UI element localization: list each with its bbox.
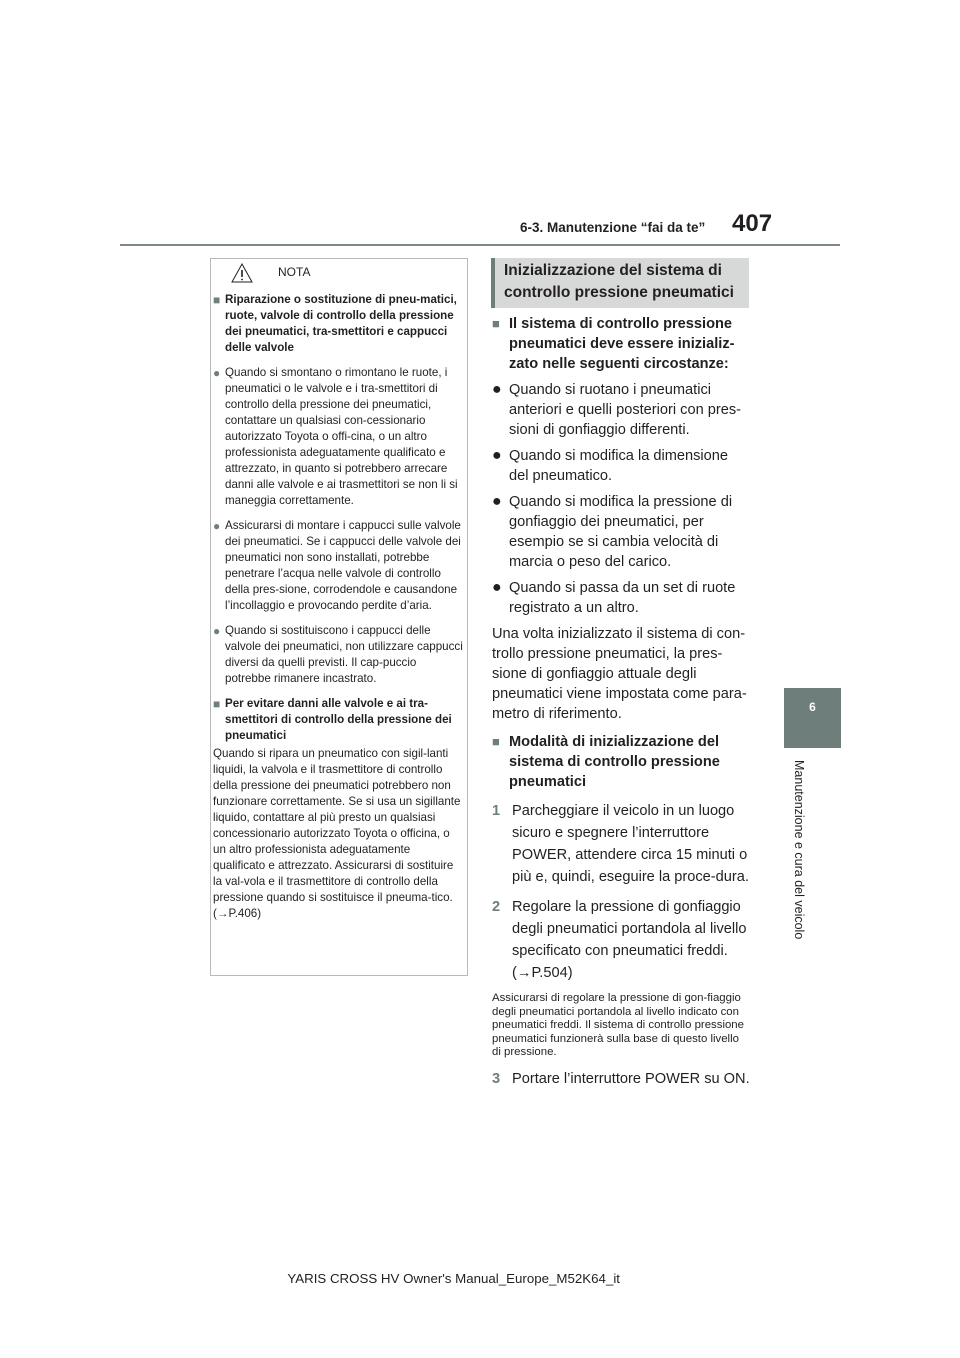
step-text: Regolare la pressione di gonfiaggio degli pneumatici portandola al livello specificato con pneumatici freddi. (→P.504) [512,899,747,981]
step-number: 3 [492,1070,501,1087]
chapter-tab [784,688,841,748]
square-bullet-icon: ■ [492,316,500,331]
step-text: Portare l’interruttore POWER su ON. [512,1070,750,1087]
subheading-when: ■ Il sistema di controllo pressione pneumatici deve essere inizializ-zato nelle seguenti circostanze: [492,316,735,372]
note-label: NOTA [278,265,311,279]
round-bullet-icon: ● [213,366,221,380]
list-item: ● Quando si modifica la pressione di gonfiaggio dei pneumatici, per esempio se si cambia velocità di marcia o peso del carico. [492,493,733,570]
note-content [213,292,463,922]
subheading-procedure: ■ Modalità di inizializzazione del sistema di controllo pressione pneumatici [492,734,720,790]
body-paragraph: Una volta inizializzato il sistema di con-trollo pressione pneumatici, la pres-sione di gonfiaggio attuale degli pneumatici viene impostata come para-metro di riferimento. [492,626,747,722]
list-item: ● Quando si ruotano i pneumatici anteriori e quelli posteriori con pres-sioni di gonfiaggio differenti. [492,381,741,438]
chapter-title-text: Manutenzione e cura del veicolo [792,760,806,940]
section-heading-box [491,258,749,308]
round-bullet-icon: ● [492,579,502,596]
step-text: Parcheggiare il veicolo in un luogo sicuro e spegnere l’interruttore POWER, attendere circa 15 minuti o più e, quindi, eseguire la proce-dura. [512,803,749,885]
square-bullet-icon: ■ [213,697,221,711]
section-heading: Inizializzazione del sistema di controllo pressione pneumatici [504,262,734,301]
note-heading-repair: ■ Riparazione o sostituzione di pneu-matici, ruote, valvole di controllo della pressione dei pneumatici, tra-smettitori e cappucci delle valvole [213,293,457,354]
warning-triangle-icon [230,262,254,284]
procedure-step [492,800,750,888]
chapter-side-title [782,760,842,960]
round-bullet-icon: ● [213,519,221,533]
square-bullet-icon: ■ [213,293,221,307]
note-paragraph: Quando si ripara un pneumatico con sigil-lanti liquidi, la valvola e il trasmettitore di controllo della pressione dei pneumatici potrebbero non funzionare correttamente. Se si usa un sigillante liquido, contattare al più presto un qualsiasi concessionario autorizzato Toyota o officina, o un altro professionista adeguatamente qualificato e attrezzato. Assicurarsi di sostituire la val-vola e il trasmettitore di controllo della pressione quando si sostituisce il pneuma-tico. (→P.406) [213,747,461,920]
main-content [492,314,750,1090]
round-bullet-icon: ● [492,447,502,464]
procedure-step [492,1068,750,1090]
round-bullet-icon: ● [492,381,502,398]
square-bullet-icon: ■ [492,734,500,749]
step-note: Assicurarsi di regolare la pressione di gon-fiaggio degli pneumatici portandola al livello indicato con pneumatici freddi. Il sistema di controllo pressione pneumatici funzionerà sulla base di questo livello di pressione. [492,992,744,1058]
header-divider [120,244,840,246]
round-bullet-icon: ● [213,624,221,638]
note-bullet: ● Quando si sostituiscono i cappucci delle valvole dei pneumatici, non utilizzare cappucci diversi da quelli previsti. Il cap-puccio potrebbe rimanere incastrato. [213,624,463,685]
footer-manual-id: YARIS CROSS HV Owner's Manual_Europe_M52K64_it [287,1271,620,1286]
section-header-title: 6-3. Manutenzione “fai da te” [520,220,706,235]
note-bullet: ● Quando si smontano o rimontano le ruote, i pneumatici o le valvole e i tra-smettitori di controllo della pressione dei pneumatici, contattare un qualsiasi con-cessionario autorizzato Toyota o offi-cina, o un altro professionista adeguatamente qualificato e attrezzato, in quanto si potrebbero arrecare danni alle valvole e ai trasmettitori se non li si maneggia correttamente. [213,366,458,507]
list-item: ● Quando si passa da un set di ruote registrato a un altro. [492,579,736,616]
note-heading-prevent-damage: ■ Per evitare danni alle valvole e ai tra-smettitori di controllo della pressione dei pneumatici [213,697,452,742]
note-header [230,262,458,288]
step-number: 2 [492,899,501,915]
list-item: ● Quando si modifica la dimensione del pneumatico. [492,447,729,484]
round-bullet-icon: ● [492,493,502,510]
note-bullet: ● Assicurarsi di montare i cappucci sulle valvole dei pneumatici. Se i cappucci delle valvole dei pneumatici non sono installati, potrebbe penetrare l’acqua nelle valvole di controllo della pres-sione, corrodendole e causandone l’incollaggio e provocando perdite d’aria. [213,519,461,612]
procedure-step [492,896,750,984]
step-number: 1 [492,803,501,819]
page-number: 407 [732,210,773,237]
chapter-number: 6 [809,700,816,714]
